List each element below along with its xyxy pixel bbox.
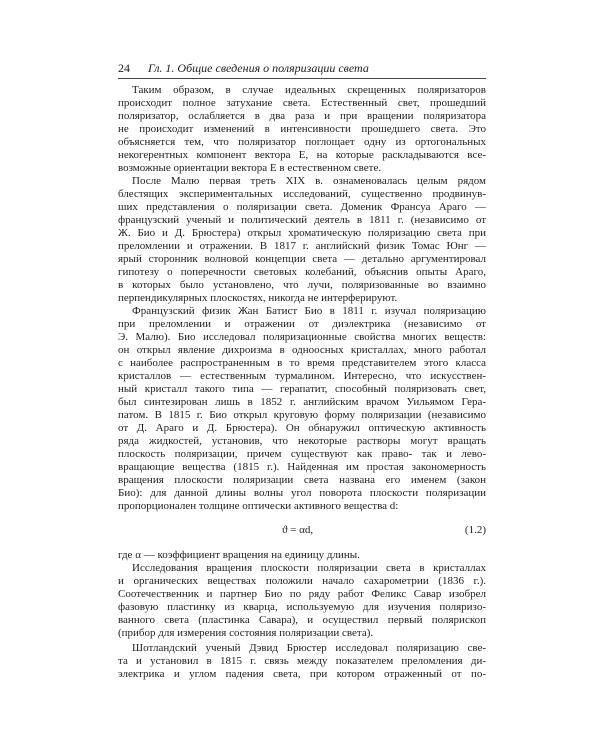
text-line: ших представления о поляризации света. Доменик Франсуа Араго — [118, 201, 486, 213]
text-line: поляризатор, ослабляется в два раза и при вращении поляризатора [118, 110, 486, 122]
paragraph-1 [118, 84, 486, 175]
equation-expression: ϑ = αd, [282, 524, 314, 536]
paragraph-3 [118, 305, 486, 513]
text-line: перпендикулярных плоскостях, никогда не интерферируют. [118, 292, 398, 304]
text-line: После Малю первая треть XIX в. ознаменовалась целым рядом [132, 175, 486, 187]
equation-number: (1.2) [464, 524, 486, 536]
text-line: электрика и углом падения света, при котором отраженный от по- [118, 668, 486, 680]
text-line: французский ученый и политический деятель в 1811 г. (независимо от [118, 214, 486, 226]
text-line: ряда жидкостей, установив, что некоторые растворы могут вращать [118, 435, 486, 447]
text-line: патом. В 1815 г. Био открыл круговую форму поляризации (независимо [118, 409, 486, 421]
text-line: и органических веществах положили начало сахарометрии (1836 г.). [118, 575, 486, 587]
text-line: возможные ориентации вектора Е в естественном свете. [118, 162, 382, 174]
text-line: Ж. Био и Д. Брюстера) открыл хроматическую поляризацию света при [118, 227, 486, 239]
equation-1-2 [118, 524, 486, 537]
text-line: с наиболее распространенным в то время представителем этого класса [118, 357, 486, 369]
running-header [118, 60, 486, 79]
text-line: Шотландский ученый Дэвид Брюстер исследовал поляризацию све- [132, 642, 486, 654]
text-line: ярый сторонник волновой концепции света — детально аргументировал [118, 253, 486, 265]
text-line: фазовую пластинку из кварца, используемую для изучения поляризо- [118, 601, 486, 613]
text-line: Соотечественник и партнер Био по ряду работ Феликс Савар изобрел [118, 588, 486, 600]
text-line: был синтезирован лишь в 1852 г. английским врачом Уильямом Гера- [118, 396, 486, 408]
text-line: та и установил в 1815 г. связь между показателем преломления ди- [118, 655, 486, 667]
text-line: объясняется тем, что поляризатор поглощает одну из ортогональных [118, 136, 486, 148]
text-line: вращающие вещества (1815 г.). Найденная им простая закономерность [118, 461, 486, 473]
paragraph-5 [118, 562, 486, 640]
text-line: происходит полное затухание света. Естественный свет, прошедший [118, 97, 486, 109]
paragraph-2 [118, 175, 486, 305]
page-body [118, 84, 486, 681]
text-line: (прибор для измерения состояния поляризации света). [118, 627, 374, 639]
text-line: Исследования вращения плоскости поляризации света в кристаллах [132, 562, 486, 574]
running-title: Гл. 1. Общие сведения о поляризации света [148, 61, 369, 75]
text-line: гипотезу о поперечности световых колебаний, объяснив опыты Араго, [118, 266, 486, 278]
text-line: он открыл явление дихроизма в одноосных кристаллах, много работал [118, 344, 486, 356]
text-line: в которых было установлено, что лучи, поляризованные во взаимно [118, 279, 486, 291]
text-line: от Д. Араго и Д. Брюстера). Он обнаружил оптическую активность [118, 422, 486, 434]
text-line: Био): для данной длины волны угол поворота плоскости поляризации [118, 487, 486, 499]
text-line: при преломлении и отражении от диэлектрика (независимо от [118, 318, 486, 330]
text-line: пропорционален толщине оптически активного вещества d: [118, 500, 399, 512]
text-line: ванного света (пластинка Савара), и осуществил первый полярископ [118, 614, 486, 626]
text-line: где α — коэффициент вращения на единицу длины. [118, 549, 360, 561]
text-line: преломлении и отражении. В 1817 г. английский физик Томас Юнг — [118, 240, 486, 252]
text-line: не происходит изменений в интенсивности прошедшего света. Это [118, 123, 486, 135]
text-line: некогерентных компонент вектора Е, на которые раскладываются все- [118, 149, 486, 161]
text-line: Таким образом, в случае идеальных скрещенных поляризаторов [132, 84, 486, 96]
text-line: блестящих экспериментальных исследований, существенно продвинув- [118, 188, 486, 200]
text-line: Французский физик Жан Батист Био в 1811 г. изучал поляризацию [132, 305, 486, 317]
text-line: ный кристалл такого типа — герапатит, способный поляризовать свет, [118, 383, 486, 395]
paragraph-6 [118, 642, 486, 681]
text-line: Э. Малю). Био исследовал поляризационные свойства многих веществ: [118, 331, 486, 343]
text-line: кристаллов — естественным турмалином. Интересно, что искусствен- [118, 370, 486, 382]
paragraph-4 [118, 549, 486, 562]
text-line: вращения плоскости поляризации света названа его именем (закон [118, 474, 486, 486]
page-number: 24 [118, 61, 130, 75]
text-line: плоскость поляризации, причем существуют как право- так и лево- [118, 448, 486, 460]
